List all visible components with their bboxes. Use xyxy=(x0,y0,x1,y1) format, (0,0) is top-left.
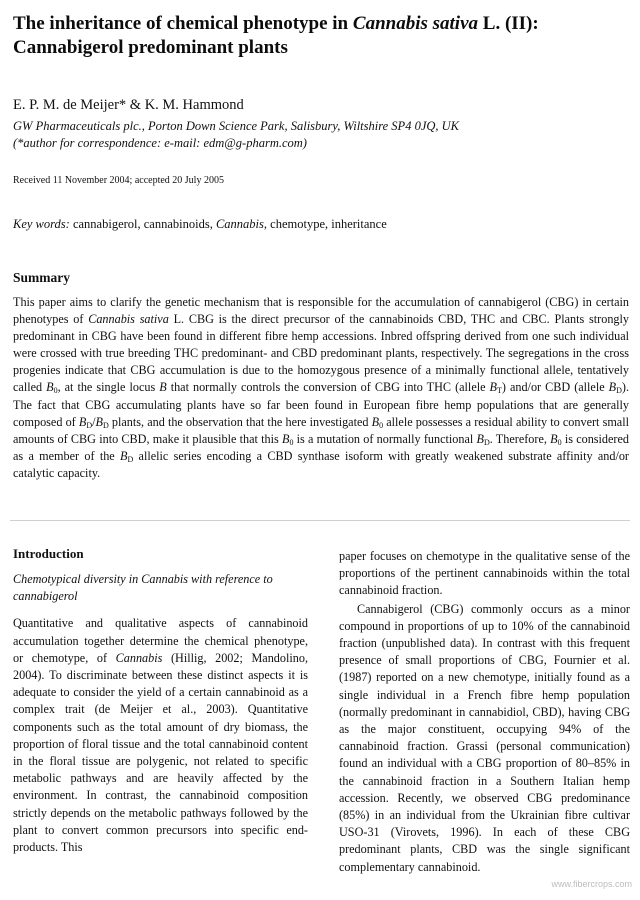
intro-paragraph-1: Quantitative and qualitative aspects of cannabinoid accumulation together determine the chemical phenotype, or chemotype, of Cannabis (Hillig, 2002; Mandolino, 2004). To discriminate between these distinct aspects it is adequate to consider the yield of a certain cannabinoid as a complex trait (de Meijer et al., 2003). Quantitative components such as the total amount of dry biomass, the proportion of floral tissue and the total cannabinoid content in the floral tissue are polygenic, not related to specific metabolic pathways and are heavily affected by the environment. In contrast, the cannabinoid composition strictly depends on the metabolic pathways followed by the plant to convert common precursors into specific end-products. This xyxy=(13,616,308,855)
section-divider xyxy=(10,520,630,521)
paper-title: The inheritance of chemical phenotype in Cannabis sativa L. (II): Cannabigerol predominant plants xyxy=(13,13,539,58)
affiliation: GW Pharmaceuticals plc., Porton Down Science Park, Salisbury, Wiltshire SP4 0JQ, UK xyxy=(13,119,460,133)
introduction-subheading: Chemotypical diversity in Cannabis with reference to cannabigerol xyxy=(13,572,273,604)
right-column xyxy=(339,548,630,876)
intro-paragraph-2: Cannabigerol (CBG) commonly occurs as a minor compound in proportions of up to 10% of the cannabinoid fraction (unpublished data). In contrast with this frequent presence of small proportions of CBG, Fournier et al. (1987) reported on a new chemotype, initially found as a single individual in a French fibre hemp population (normally predominant in cannabidiol, CBD), having CBG as the major constituent, occupying 94% of the cannabinoid fraction. Grassi (personal communication) found an individual with a CBG proportion of 80–85% in the cannabinoid fraction in a Southern Italian hemp accession. Recently, we observed CBG predominance (85%) in an individual from the Ukrainian fibre cultivar USO-31 (Virovets, 1996). In each of these CBG predominant plants, CBD was the single significant complementary cannabinoid. xyxy=(339,601,630,874)
intro-paragraph-1-continued: paper focuses on chemotype in the qualitative sense of the proportions of the pertinent cannabinoids within the total cannabinoid fraction. xyxy=(339,549,630,598)
keywords: Key words: cannabigerol, cannabinoids, Cannabis, chemotype, inheritance xyxy=(13,217,387,231)
keywords-label: Key words: xyxy=(13,217,70,231)
correspondence-email: (*author for correspondence: e-mail: edm@g-pharm.com) xyxy=(13,136,307,150)
introduction-heading: Introduction xyxy=(13,546,84,561)
site-watermark: www.fibercrops.com xyxy=(551,879,632,889)
author-list: E. P. M. de Meijer* & K. M. Hammond xyxy=(13,97,244,113)
left-column xyxy=(13,545,308,856)
summary-heading: Summary xyxy=(13,270,70,285)
received-dates: Received 11 November 2004; accepted 20 July 2005 xyxy=(13,175,224,186)
summary-abstract: This paper aims to clarify the genetic mechanism that is responsible for the accumulation of cannabigerol (CBG) in certain phenotypes of Cannabis sativa L. CBG is the direct precursor of the cannabinoids CBD, THC and CBC. Plants strongly predominant in CBG have been found in different fibre hemp accessions. Inbred offspring derived from one such individual were crossed with true breeding THC predominant- and CBD predominant plants, respectively. The segregations in the cross progenies indicate that CBG accumulation is due to the homozygous presence of a minimally functional allele, tentatively called $B_0$, at the single locus B that normally controls the conversion of CBG into THC (allele $B_T$) and/or CBD (allele $B_D$). The fact that CBG accumulating plants have so far been found in European fibre hemp populations that are generally composed of $B_D/B_D$ plants, and the observation that the here investigated $B_0$ allele possesses a residual ability to convert small amounts of CBG into CBD, make it plausible that this $B_0$ is a mutation of normally functional $B_D$. Therefore, $B_0$ is considered as a member of the $B_D$ allelic series encoding a CBD synthase isoform with greatly weakened substrate affinity and/or catalytic capacity. xyxy=(13,295,629,480)
